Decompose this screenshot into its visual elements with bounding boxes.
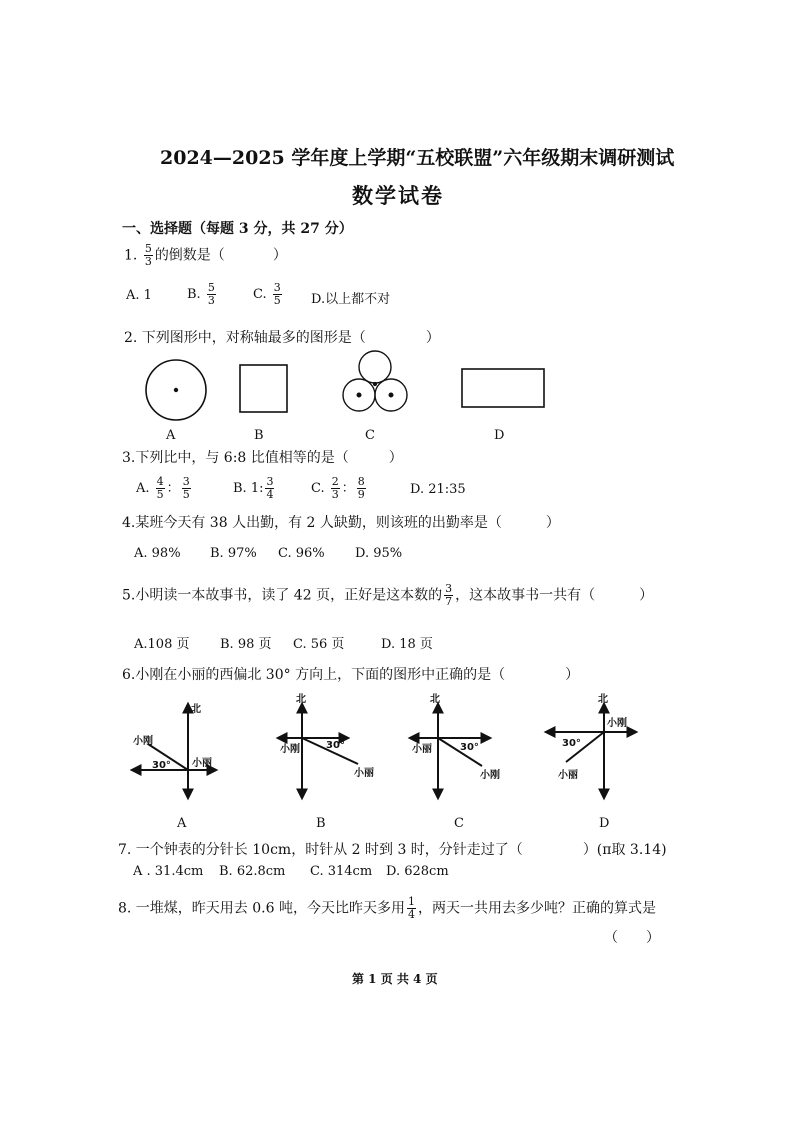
q5-option-b: B. 98 页 [220, 637, 272, 652]
q5-option-c: C. 56 页 [293, 637, 345, 652]
q1-option-d: D.以上都不对 [311, 292, 391, 307]
q1-c-num: 3 [273, 281, 281, 294]
q3-a1-num: 4 [156, 475, 164, 488]
q6-a-xiaogang: 小刚 [133, 736, 153, 747]
q7-tail: ）(π取 3.14) [582, 842, 667, 858]
q3-c1-den: 3 [331, 488, 339, 501]
q6-a-xiaoli: 小丽 [192, 758, 212, 769]
q5-frac-num: 3 [445, 582, 453, 595]
q3-b-den: 4 [266, 488, 274, 501]
q3-c2-num: 8 [357, 475, 365, 488]
q1-b-fraction [207, 282, 216, 307]
q4-option-d: D. 95% [355, 546, 403, 561]
q7-option-d: D. 628cm [386, 864, 449, 879]
section-heading: 一、选择题（每题 3 分，共 27 分） [122, 221, 353, 237]
q1-b-den: 3 [207, 294, 215, 307]
question-2 [124, 327, 440, 347]
q4-paren: ） [545, 515, 560, 531]
q1-c-prefix: C. [253, 287, 267, 302]
q8-answer-paren: （ ） [604, 930, 660, 946]
q3-paren: ） [388, 450, 403, 466]
q6-a-angle: 30° [152, 760, 171, 771]
q1-c-den: 5 [273, 294, 281, 307]
q3-a-frac1 [156, 476, 165, 501]
q6-paren: ） [565, 667, 580, 683]
q6-a-north: 北 [191, 704, 201, 715]
q1-text: 的倒数是（ [154, 247, 225, 264]
q3-a-colon: ： [166, 481, 180, 496]
q6-c-xiaoli: 小丽 [412, 744, 432, 755]
q3-b-prefix: B. 1: [233, 481, 264, 496]
q1-c-fraction [273, 282, 282, 307]
q1-b-num: 5 [207, 281, 215, 294]
q6-d-xiaogang: 小刚 [607, 718, 627, 729]
q2-figure-b-square [240, 365, 287, 412]
q2-figure-d-rectangle [462, 369, 544, 407]
q6-c-angle: 30° [460, 742, 479, 753]
q6-c-xiaogang: 小刚 [480, 770, 500, 781]
q1-option-b [187, 282, 218, 307]
q7-text: 7. 一个钟表的分针长 10cm，时针从 2 时到 3 时，分针走过了（ [118, 842, 523, 858]
q3-a1-den: 5 [156, 488, 164, 501]
q5-option-a: A.108 页 [134, 637, 190, 652]
q6-b-angle: 30° [326, 740, 345, 751]
q1-paren: ） [272, 247, 287, 264]
question-6 [122, 664, 579, 684]
question-7 [118, 839, 667, 859]
q2-paren: ） [425, 330, 440, 346]
q6-b-north: 北 [296, 694, 306, 705]
q3-option-c [311, 476, 368, 501]
q6-b-xiaoli: 小丽 [354, 768, 374, 779]
q4-text: 4.某班今天有 38 人出勤，有 2 人缺勤，则该班的出勤率是（ [122, 515, 502, 531]
q6-d-xiaoli: 小丽 [558, 770, 578, 781]
q3-b-num: 3 [266, 475, 274, 488]
q1-fraction [144, 243, 153, 268]
q6-d-north: 北 [598, 694, 608, 705]
q6-label-a: A [177, 816, 187, 831]
q4-option-b: B. 97% [210, 546, 257, 561]
question-5 [122, 583, 653, 608]
q6-label-d: D [599, 816, 610, 831]
q3-a2-den: 5 [182, 488, 190, 501]
q3-c-frac1 [331, 476, 340, 501]
q5-option-d: D. 18 页 [381, 637, 433, 652]
q3-c-frac2 [357, 476, 366, 501]
q3-a2-num: 3 [182, 475, 190, 488]
q1-frac-den: 3 [144, 255, 152, 268]
q6-label-b: B [316, 816, 326, 831]
q3-text: 3.下列比中，与 6:8 比值相等的是（ [122, 450, 349, 466]
q1-frac-num: 5 [144, 242, 152, 255]
q3-b-frac [265, 476, 274, 501]
q7-option-c: C. 314cm [310, 864, 373, 879]
q5-text1: 5.小明读一本故事书，读了 42 页，正好是这本数的 [122, 587, 443, 604]
question-1 [124, 243, 287, 268]
q8-fraction [407, 896, 416, 921]
q3-c-colon: ： [341, 481, 355, 496]
q2-figure-a-circle [146, 360, 206, 420]
question-3 [122, 447, 403, 467]
q6-c-north: 北 [430, 694, 440, 705]
q3-option-b [233, 476, 276, 501]
q3-c2-den: 9 [357, 488, 365, 501]
q2-label-b: B [254, 428, 264, 443]
q8-text2: ，两天一共用去多少吨？正确的算式是 [417, 900, 656, 917]
q3-a-prefix: A. [136, 481, 150, 496]
q1-b-prefix: B. [187, 287, 201, 302]
q3-c-prefix: C. [311, 481, 325, 496]
q7-option-b: B. 62.8cm [219, 864, 286, 879]
q2-label-c: C [365, 428, 375, 443]
q5-frac-den: 7 [445, 595, 453, 608]
q3-option-d: D. 21:35 [410, 482, 466, 497]
q5-text2: ，这本故事书一共有（ [455, 587, 596, 604]
q1-option-c [253, 282, 284, 307]
q6-direction-diagrams [0, 690, 794, 815]
q1-option-a: A. 1 [126, 288, 152, 303]
page-footer: 第 1 页 共 4 页 [352, 972, 438, 986]
q8-text1: 8. 一堆煤，昨天用去 0.6 吨，今天比昨天多用 [118, 900, 405, 917]
exam-title: 2024—2025 学年度上学期“五校联盟”六年级期末调研测试 [160, 147, 675, 169]
exam-subtitle: 数学试卷 [352, 183, 444, 208]
q2-figure-c-three-circles [343, 351, 407, 411]
q1-number: 1. [124, 247, 138, 264]
q8-frac-den: 4 [407, 908, 415, 921]
q7-option-a: A . 31.4cm [133, 864, 204, 879]
q6-label-c: C [454, 816, 464, 831]
q4-option-a: A. 98% [134, 546, 181, 561]
q2-figures [0, 345, 794, 425]
question-8 [118, 896, 656, 921]
q6-text: 6.小刚在小丽的西偏北 30° 方向上，下面的图形中正确的是（ [122, 667, 506, 683]
q6-b-xiaogang: 小刚 [280, 744, 300, 755]
q5-fraction [444, 583, 453, 608]
q3-a-frac2 [182, 476, 191, 501]
q8-frac-num: 1 [407, 895, 415, 908]
q2-label-a: A [166, 428, 176, 443]
q6-diagram-a [132, 704, 216, 798]
q3-c1-num: 2 [331, 475, 339, 488]
question-4 [122, 512, 560, 532]
q5-paren: ） [639, 587, 654, 604]
q6-d-angle: 30° [562, 738, 581, 749]
q2-label-d: D [494, 428, 505, 443]
q3-option-a [136, 476, 193, 501]
q4-option-c: C. 96% [278, 546, 325, 561]
q2-text: 2. 下列图形中，对称轴最多的图形是（ [124, 330, 366, 346]
